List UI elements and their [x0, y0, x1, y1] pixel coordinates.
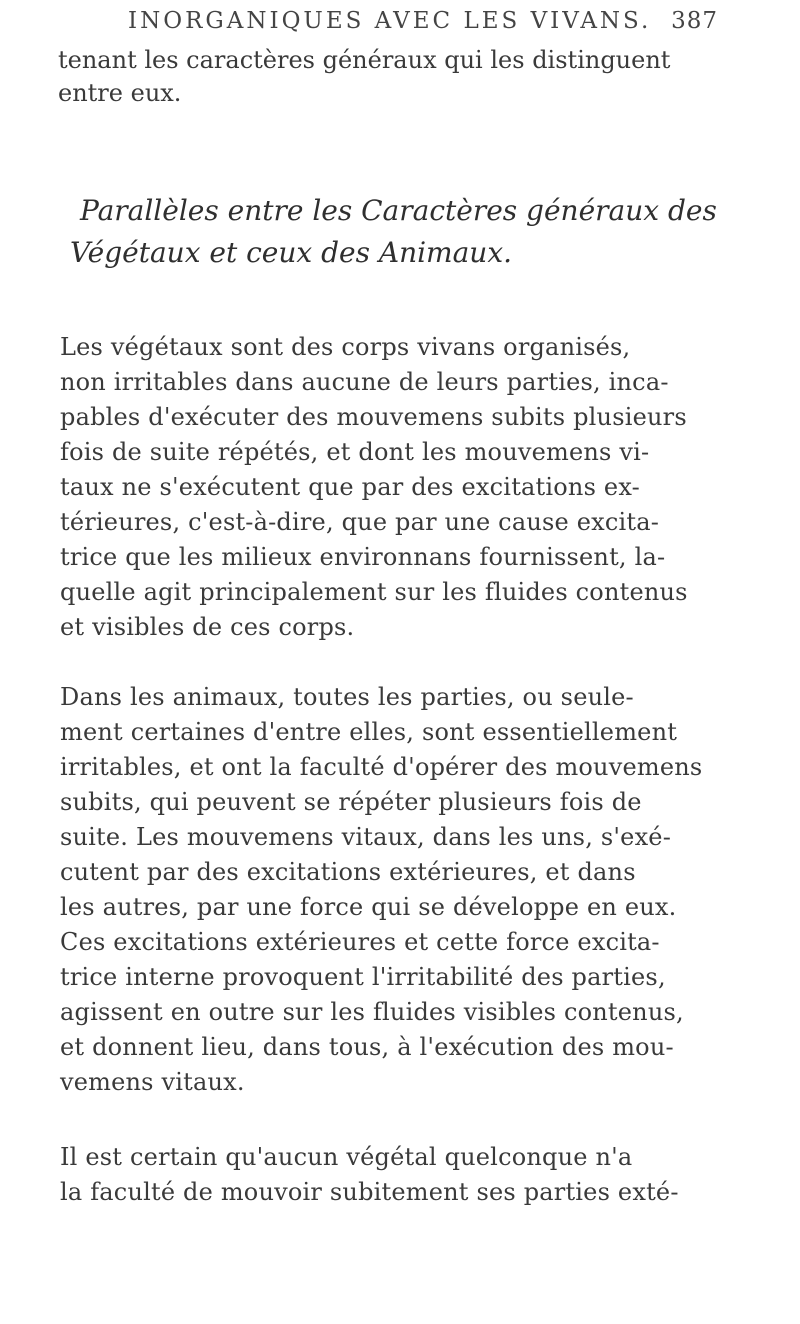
paragraph-3: Il est certain qu'aucun végétal quelconque n'a la faculté de mouvoir subitement ses parties exté-: [60, 1143, 679, 1206]
section-title: Parallèles entre les Caractères généraux des Végétaux et ceux des Animaux.: [70, 194, 717, 269]
running-head-title: INORGANIQUES AVEC LES VIVANS.: [128, 8, 652, 34]
intro-text: tenant les caractères généraux qui les distinguent entre eux.: [58, 46, 671, 107]
page-number: 387: [671, 8, 718, 34]
paragraph-1: Les végétaux sont des corps vivans organisés, non irritables dans aucune de leurs parties, inca- pables d'exécuter des mouvemens subits plusieurs fois de suite répétés, et dont les mouvemens vi- taux ne s'exécutent que par des excitations ex- térieures, c'est-à-dire, que par une cause excita- trice que les milieux environnans fournissent, la- quelle agit principalement sur les fluides contenus et visibles de ces corps.: [60, 333, 688, 641]
paragraph-2: Dans les animaux, toutes les parties, ou seule- ment certaines d'entre elles, sont essentiellement irritables, et ont la faculté d'opérer des mouvemens subits, qui peuvent se répéter plusieurs fois de suite. Les mouvemens vitaux, dans les uns, s'exé- cutent par des excitations extérieures, et dans les autres, par une force qui se développe en eux. Ces excitations extérieures et cette force excita- trice interne provoquent l'irritabilité des parties, agissent en outre sur les fluides visibles contenus, et donnent lieu, dans tous, à l'exécution des mou- vemens vitaux.: [60, 683, 703, 1096]
